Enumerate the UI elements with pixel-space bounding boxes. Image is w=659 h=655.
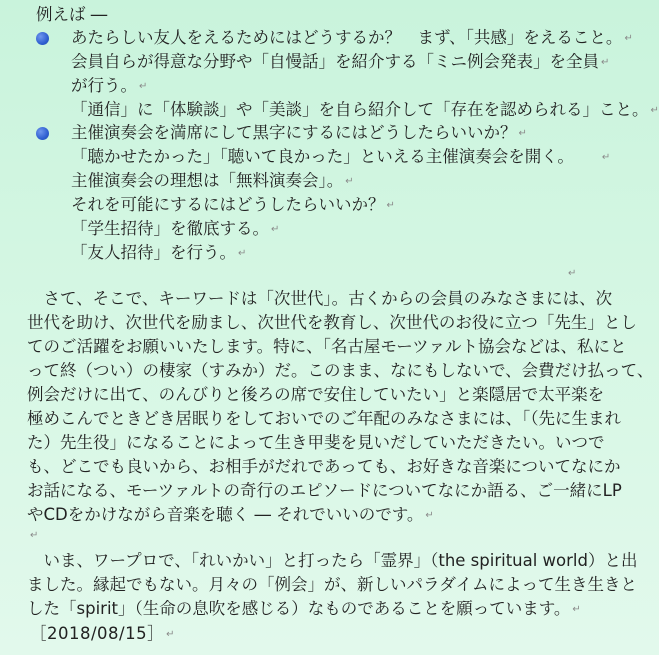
bullet-2-text: 主催演奏会の理想は「無料演奏会」。 xyxy=(71,171,344,190)
return-mark-icon: ↵ xyxy=(650,105,659,116)
bullet-2-line-1 xyxy=(71,121,527,146)
paragraph-1-line xyxy=(27,311,637,335)
bullet-2-line-3 xyxy=(71,169,354,194)
paragraph-2-line xyxy=(27,573,637,597)
return-mark-icon: ↵ xyxy=(139,81,148,92)
return-mark-icon: ↵ xyxy=(425,510,434,521)
paragraph-text: いま、ワープロで、「れいかい」と打ったら「霊界」（the spiritual world）と出 xyxy=(27,551,638,570)
paragraph-1-line xyxy=(27,455,621,479)
return-mark-icon: ↵ xyxy=(345,176,354,187)
bullet-2-line-5 xyxy=(71,217,279,242)
paragraph-text: 例会だけに出て、のんびりと後ろの席で安住していたい」と楽隠居で太平楽を xyxy=(27,385,605,404)
paragraph-1-line xyxy=(27,359,653,383)
date-line xyxy=(30,622,175,647)
paragraph-1-line xyxy=(27,479,622,503)
return-mark-icon: ↵ xyxy=(568,268,577,279)
date-text: ［2018/08/15］ xyxy=(30,624,165,643)
paragraph-1-line xyxy=(27,503,434,528)
paragraph-text: お話になる、モーツァルトの奇行のエピソードについてなにか語る、ご一緒にLP xyxy=(27,481,622,500)
bullet-1-text: 会員自らが得意な分野や「自慢話」を紹介する「ミニ例会発表」を全員 xyxy=(71,52,599,71)
bullet-1-line-2 xyxy=(71,50,609,75)
bullet-2-line-6 xyxy=(71,241,246,266)
return-mark-icon: ↵ xyxy=(166,629,175,640)
bullet-2-text: それを可能にするにはどうしたらいいか？ xyxy=(71,195,385,214)
paragraph-text: 世代を助け、次世代を励まし、次世代を教育し、次世代のお役に立つ「先生」とし xyxy=(27,313,637,332)
bullet-1-line-1 xyxy=(71,26,633,51)
bullet-1-text: が行う。 xyxy=(71,76,137,95)
paragraph-text: てのご活躍をお願いいたします。特に、「名古屋モーツァルト協会などは、私にと xyxy=(27,337,627,356)
paragraph-text: した「spirit」（生命の息吹を感じる）なものであることを願っています。 xyxy=(27,599,571,618)
paragraph-text: 極めこんでときどき居眠りをしておいでのご年配のみなさまには、「（先に生まれ xyxy=(27,409,621,428)
paragraph-text: さて、そこで、キーワードは「次世代」。古くからの会員のみなさまには、次 xyxy=(27,289,613,308)
bullet-1-line-3 xyxy=(71,74,147,99)
paragraph-2-line xyxy=(27,549,638,573)
return-mark-icon: ↵ xyxy=(238,248,247,259)
bullet-icon xyxy=(36,127,49,140)
bullet-icon xyxy=(36,32,49,45)
return-mark-icon: ↵ xyxy=(386,200,395,211)
return-mark-icon: ↵ xyxy=(518,128,527,139)
bullet-2-text: 主催演奏会を満席にして黒字にするにはどうしたらいいか？ xyxy=(71,123,517,142)
paragraph-text: も、どこでも良いから、お相手がだれであっても、お好きな音楽についてなにか xyxy=(27,457,621,476)
paragraph-2-line xyxy=(27,597,581,622)
paragraph-text: ました。縁起でもない。月々の「例会」が、新しいパラダイムによって生き生きと xyxy=(27,575,638,594)
bullet-1-text: 「通信」に「体験談」や「美談」を自ら紹介して「存在を認められる」こと。 xyxy=(71,100,649,119)
paragraph-1-line xyxy=(27,383,604,407)
bullet-1-text: あたらしい友人をえるためにはどうするか？ まず、「共感」をえること。 xyxy=(71,28,623,47)
paragraph-1-line xyxy=(27,287,612,311)
return-mark-icon: ↵ xyxy=(572,604,581,615)
bullet-1-line-4 xyxy=(71,98,659,123)
bullet-2-line-4 xyxy=(71,193,395,218)
paragraph-text: た）先生役」になることによって生き甲斐を見いだしていただきたい。いつで xyxy=(27,433,605,452)
bullet-2-text: 「聴かせたかった」「聴いて良かった」といえる主催演奏会を開く。 xyxy=(71,147,574,166)
bullet-2-line-2 xyxy=(71,145,610,170)
paragraph-text: って終（つい）の棲家（すみか）だ。このまま、なにもしないで、会費だけ払って、 xyxy=(27,361,654,380)
return-mark-icon: ↵ xyxy=(601,152,611,163)
paragraph-text: やCDをかけながら音楽を聴く ― それでいいのです。 xyxy=(27,505,424,524)
return-mark-icon: ↵ xyxy=(624,33,633,44)
return-mark-icon: ↵ xyxy=(271,224,280,235)
paragraph-1-line xyxy=(27,407,621,431)
paragraph-1-line xyxy=(27,431,605,455)
bullet-2-text: 「学生招待」を徹底する。 xyxy=(71,219,269,238)
intro-text: 例えば ― xyxy=(36,5,108,24)
paragraph-1-line xyxy=(27,335,626,359)
return-mark-icon: ↵ xyxy=(601,57,610,68)
intro-line xyxy=(36,3,107,27)
return-mark-icon: ↵ xyxy=(30,530,39,541)
bullet-2-text: 「友人招待」を行う。 xyxy=(71,243,236,262)
